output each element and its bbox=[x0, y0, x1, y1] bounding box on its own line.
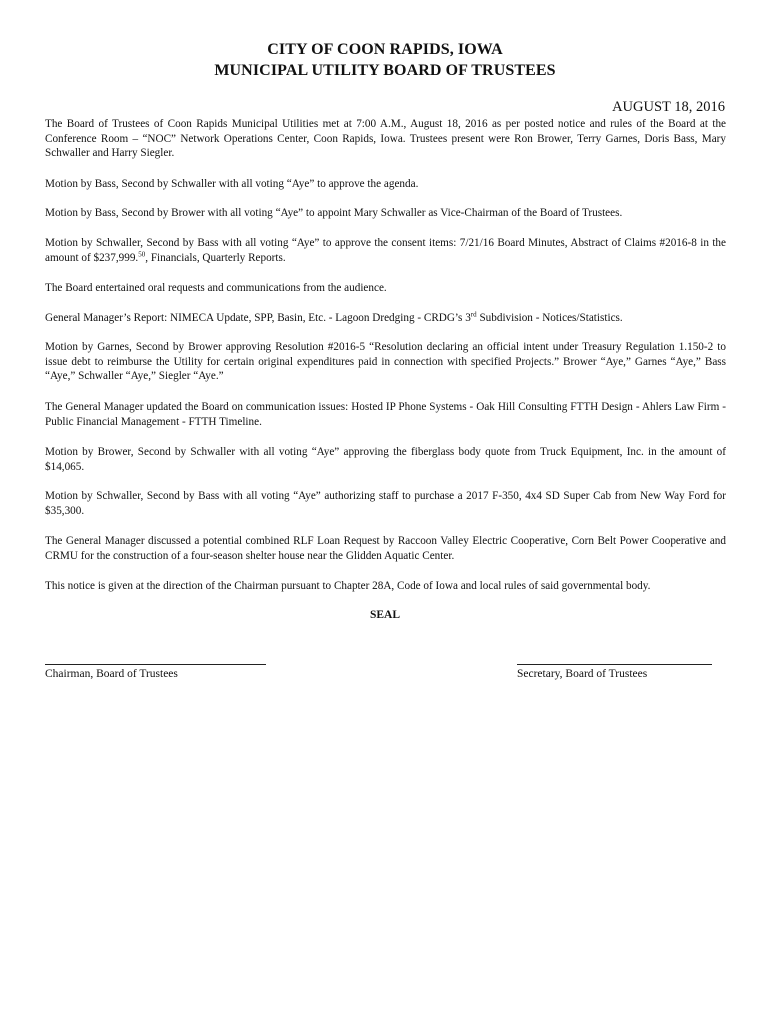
consent-text: Motion by Schwaller, Second by Bass with all voting “Aye” to approve the consent items: 7/21/16 Board Minutes, Abstract of Claims #2016-8 in the amount of $237,999. bbox=[45, 237, 726, 264]
ordinal-superscript: rd bbox=[470, 310, 477, 319]
chairman-signature-label: Chairman, Board of Trustees bbox=[45, 668, 178, 680]
chairman-signature-line bbox=[45, 664, 266, 665]
seal-label: SEAL bbox=[369, 609, 401, 621]
secretary-signature-line bbox=[517, 664, 712, 665]
cents-superscript: 50 bbox=[138, 249, 146, 258]
paragraph-communication-update: The General Manager updated the Board on communication issues: Hosted IP Phone Systems - Oak Hill Consulting FTTH Design - Ahlers Law Firm - Public Financial Management - FTTH Timeline. bbox=[45, 401, 726, 428]
paragraph-gm-report bbox=[45, 311, 726, 326]
paragraph-notice: This notice is given at the direction of the Chairman pursuant to Chapter 28A, Code of Iowa and local rules of said governmental body. bbox=[45, 580, 651, 592]
meeting-date: AUGUST 18, 2016 bbox=[612, 99, 725, 115]
paragraph-resolution-motion: Motion by Garnes, Second by Brower approving Resolution #2016-5 “Resolution declaring an official intent under Treasury Regulation 1.150-2 to issue debt to reimburse the Utility for certain original expenditures paid in connection with specified Projects.” Brower “Aye,” Garnes “Aye,” Bass “Aye,” Schwaller “Aye,” Siegler “Aye.” bbox=[45, 341, 726, 382]
document-title-city: CITY OF COON RAPIDS, IOWA bbox=[267, 41, 503, 58]
paragraph-intro: The Board of Trustees of Coon Rapids Municipal Utilities met at 7:00 A.M., August 18, 2016 as per posted notice and rules of the Board at the Conference Room – “NOC” Network Operations Center, Coon Rapids, Iowa. Trustees present were Ron Brower, Terry Garnes, Doris Bass, Mary Schwaller and Harry Siegler. bbox=[45, 118, 726, 159]
secretary-signature-label: Secretary, Board of Trustees bbox=[517, 668, 648, 680]
paragraph-rlf-discussion: The General Manager discussed a potential combined RLF Loan Request by Raccoon Valley Electric Cooperative, Corn Belt Power Cooperative and CRMU for the construction of a four-season shelter house near the Glidden Aquatic Center. bbox=[45, 535, 726, 562]
consent-text-end: , Financials, Quarterly Reports. bbox=[145, 251, 286, 264]
paragraph-agenda-motion: Motion by Bass, Second by Schwaller with all voting “Aye” to approve the agenda. bbox=[45, 178, 419, 190]
paragraph-oral-requests: The Board entertained oral requests and communications from the audience. bbox=[45, 282, 387, 294]
paragraph-consent-motion bbox=[45, 236, 726, 265]
paragraph-purchase-motion: Motion by Schwaller, Second by Bass with all voting “Aye” authorizing staff to purchase a 2017 F-350, 4x4 SD Super Cab from New Way Ford for $35,300. bbox=[45, 490, 726, 517]
paragraph-fiberglass-motion: Motion by Brower, Second by Schwaller with all voting “Aye” approving the fiberglass body quote from Truck Equipment, Inc. in the amount of $14,065. bbox=[45, 446, 726, 473]
gm-report-text-end: Subdivision - Notices/Statistics. bbox=[476, 312, 623, 324]
document-title-board: MUNICIPAL UTILITY BOARD OF TRUSTEES bbox=[214, 62, 556, 79]
gm-report-text: General Manager’s Report: NIMECA Update, SPP, Basin, Etc. - Lagoon Dredging - CRDG’s 3 bbox=[45, 312, 471, 324]
paragraph-vice-chair-motion: Motion by Bass, Second by Brower with all voting “Aye” to appoint Mary Schwaller as Vice-Chairman of the Board of Trustees. bbox=[45, 207, 623, 219]
